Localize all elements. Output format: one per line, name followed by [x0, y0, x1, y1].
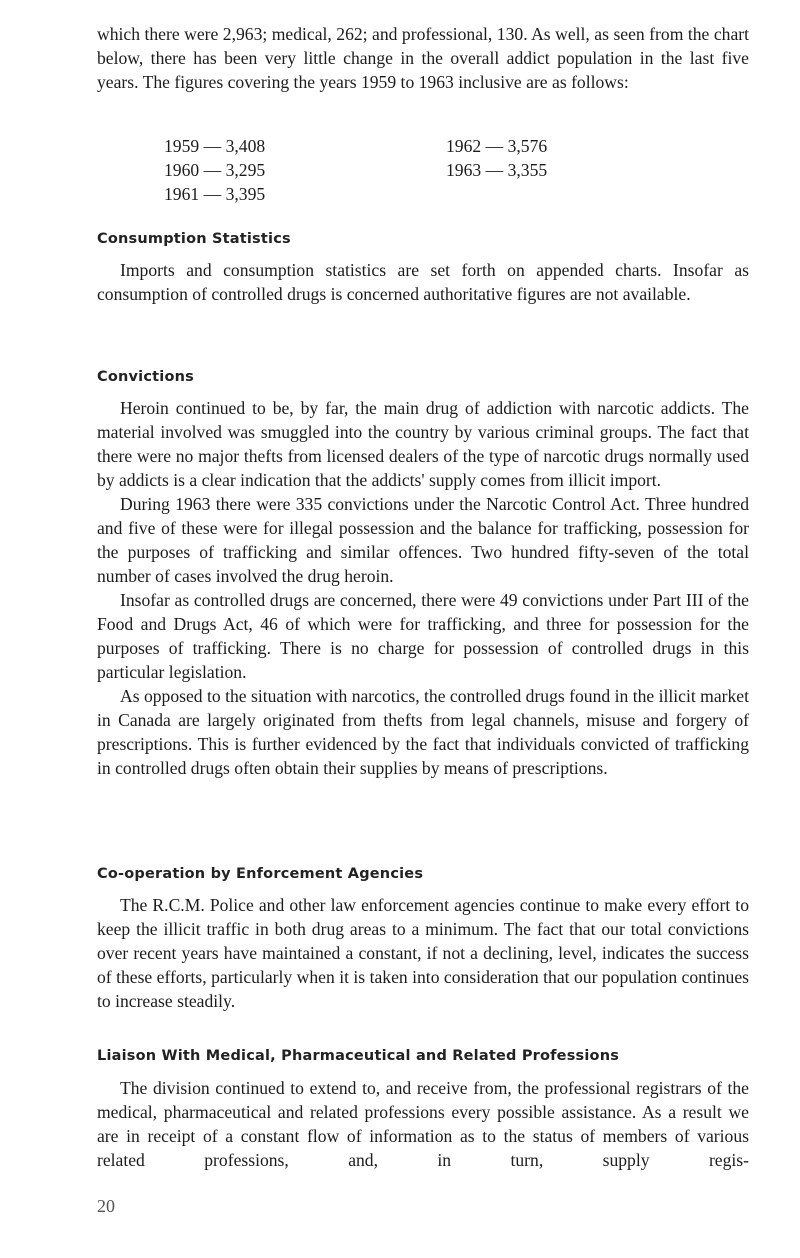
paragraph: Heroin continued to be, by far, the main drug of addiction with narcotic addicts. The material involved was smuggled into the country by various criminal groups. The fact that there were no major thefts from licensed dealers of the type of narcotic drugs normally used by addicts is a clear indication that the addicts' supply comes from illicit import. — [97, 398, 749, 490]
table-row: 1960 — 3,295 — [164, 160, 266, 180]
paragraph: The R.C.M. Police and other law enforcement agencies continue to make every effort to keep the illicit traffic in both drug areas to a minimum. The fact that our total convictions over recent years have maintained a constant, if not a declining, level, indicates the success of these efforts, particularly when it is taken into consideration that our population continues to increase steadily. — [97, 895, 749, 1011]
table-row: 1961 — 3,395 — [164, 184, 266, 204]
paragraph: Imports and consumption statistics are set forth on appended charts. Insofar as consumption of controlled drugs is concerned authoritative figures are not available. — [97, 260, 749, 304]
paragraph: As opposed to the situation with narcotics, the controlled drugs found in the illicit market in Canada are largely originated from thefts from legal channels, misuse and forgery of prescriptions. This is further evidenced by the fact that individuals convicted of trafficking in controlled drugs often obtain their supplies by means of prescriptions. — [97, 686, 749, 778]
paragraph: Insofar as controlled drugs are concerned, there were 49 convictions under Part III of the Food and Drugs Act, 46 of which were for trafficking, and three for possession for the purposes of trafficking. There is no charge for possession of controlled drugs in this particular legislation. — [97, 590, 749, 682]
section-heading: Liaison With Medical, Pharmaceutical and Related Professions — [97, 1048, 620, 1064]
section-heading: Consumption Statistics — [97, 231, 291, 247]
table-row: 1959 — 3,408 — [164, 136, 266, 156]
intro-paragraph — [97, 22, 749, 94]
section-heading: Co-operation by Enforcement Agencies — [97, 866, 424, 882]
section-body — [97, 1076, 749, 1172]
intro-text: which there were 2,963; medical, 262; and professional, 130. As well, as seen from the chart below, there has been very little change in the overall addict population in the last five years. The figures covering the years 1959 to 1963 inclusive are as follows: — [97, 24, 749, 92]
section-body — [97, 893, 749, 1013]
page-number: 20 — [97, 1196, 115, 1216]
section-body — [97, 258, 749, 306]
section-heading: Convictions — [97, 369, 194, 385]
section-body — [97, 396, 749, 780]
table-row: 1963 — 3,355 — [446, 160, 548, 180]
paragraph: The division continued to extend to, and receive from, the professional registrars of the medical, pharmaceutical and related professions every possible assistance. As a result we are in receipt of a constant flow of information as to the status of members of various related professions, and, in turn, supply regis- — [97, 1078, 749, 1170]
paragraph: During 1963 there were 335 convictions under the Narcotic Control Act. Three hundred and five of these were for illegal possession and the balance for trafficking, possession for the purposes of trafficking and similar offences. Two hundred fifty-seven of the total number of cases involved the drug heroin. — [97, 494, 749, 586]
table-row: 1962 — 3,576 — [446, 136, 548, 156]
